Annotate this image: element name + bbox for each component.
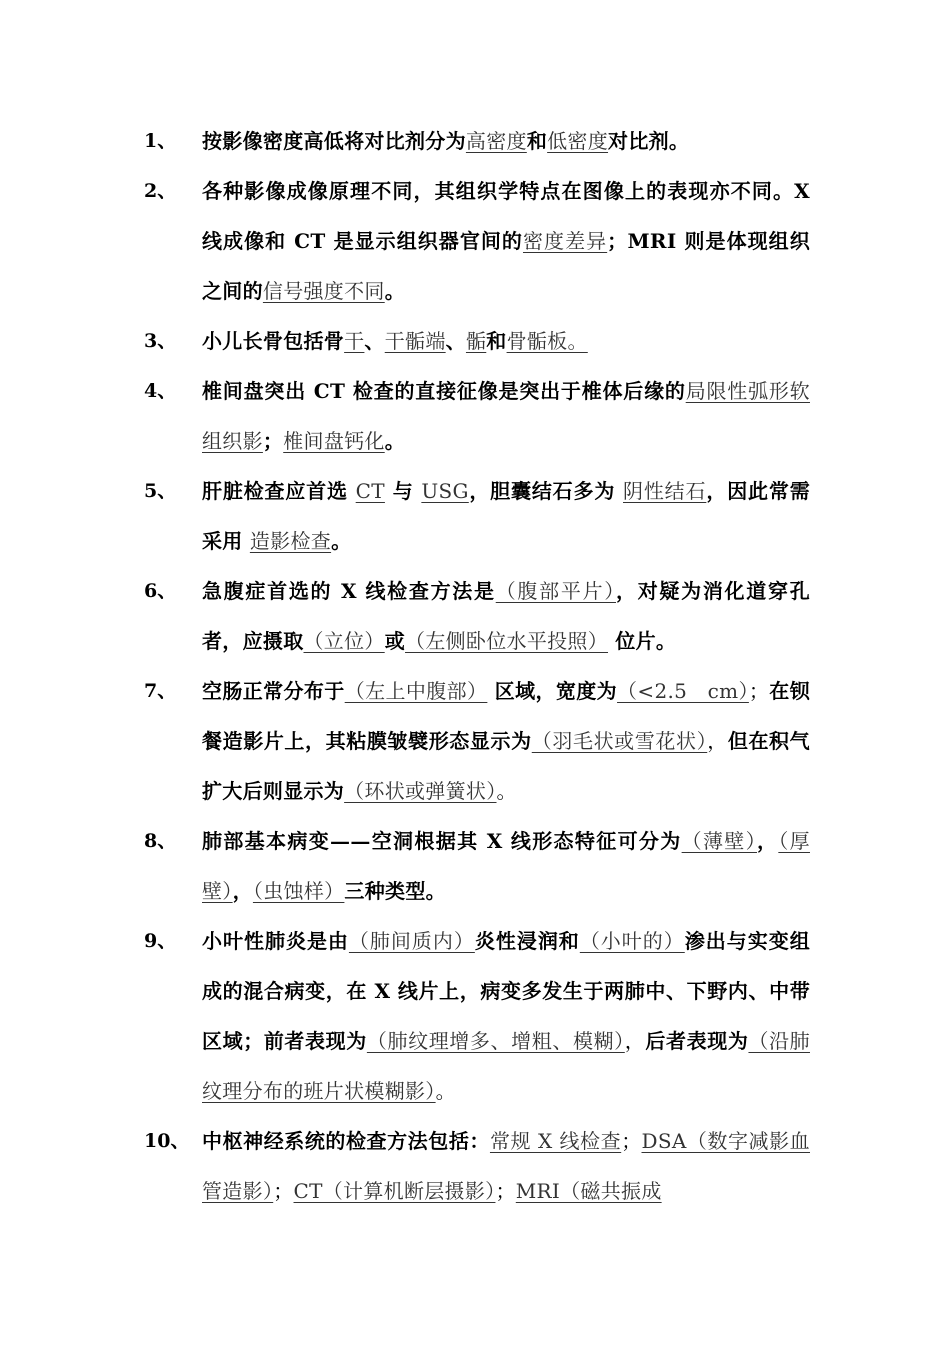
question-segment: 。: [384, 429, 406, 453]
answer-blank: （肺间质内）: [348, 929, 475, 953]
question-segment: 与: [384, 479, 422, 503]
question-text: [202, 666, 810, 816]
question-segment: ，因此常需采用: [202, 479, 811, 553]
answer-blank: 椎间盘钙化: [283, 429, 385, 453]
question-text: [202, 816, 810, 916]
answer-blank: （腹部平片）: [495, 579, 616, 603]
question-number: 9、: [144, 930, 177, 952]
question-segment: ，: [232, 879, 253, 903]
question-segment: 。: [435, 1079, 456, 1103]
question-item: [0, 816, 952, 916]
question-text: [202, 1116, 810, 1216]
answer-blank: 阴性结石: [623, 479, 707, 503]
question-segment: 空肠正常分布于: [202, 679, 345, 703]
question-item: [0, 366, 952, 466]
question-segment: ；: [495, 1179, 516, 1203]
question-segment: ；MRI 则是体现组织之间的: [202, 229, 811, 303]
question-text: [202, 916, 810, 1116]
question-number: 4、: [144, 380, 177, 402]
question-item: [0, 566, 952, 666]
question-segment: 各种影像成像原理不同，其组织学特点在图像上的表现亦不同。X 线成像和 CT 是显示组织器官间的: [202, 179, 810, 253]
answer-blank: USG: [421, 479, 469, 503]
question-number: 7、: [144, 680, 177, 702]
question-segment: 位片。: [608, 629, 677, 653]
answer-blank: 高密度: [465, 129, 527, 153]
question-number: 5、: [144, 480, 177, 502]
question-segment: 肝脏检查应首选: [202, 479, 356, 503]
question-segment: 急腹症首选的 X 线检查方法是: [202, 579, 496, 603]
answer-blank: （小叶的）: [579, 929, 685, 953]
question-item: [0, 166, 952, 316]
question-segment: 对比剂。: [608, 129, 690, 153]
question-number: 6、: [144, 580, 177, 602]
question-segment: 或: [384, 629, 406, 653]
answer-blank: （环状或弹簧状）: [344, 779, 497, 803]
question-segment: 、: [364, 329, 385, 353]
question-number: 8、: [144, 830, 177, 852]
question-segment: 。: [384, 279, 406, 303]
answer-blank: 局限性弧形软组织影: [202, 379, 810, 453]
question-number: 10、: [144, 1130, 190, 1152]
question-item: [0, 316, 952, 366]
question-segment: ，: [624, 1029, 646, 1053]
question-segment: 小儿长骨包括骨: [202, 329, 345, 353]
question-segment: ，: [707, 729, 728, 753]
question-segment: ，胆囊结石多为: [468, 479, 623, 503]
answer-blank: （羽毛状或雪花状）: [531, 729, 708, 753]
question-segment: 中枢神经系统的检查方法包括：: [202, 1129, 490, 1153]
answer-blank: 骺: [465, 329, 487, 353]
question-segment: 渗出与实变组成的混合病变，在 X 线片上，病变多发生于两肺中、下野内、中带区域；前者表现为: [202, 929, 811, 1053]
question-item: [0, 916, 952, 1116]
question-segment: 。: [496, 779, 517, 803]
answer-blank: MRI（磁共振成: [515, 1179, 662, 1203]
question-segment: 炎性浸润和: [474, 929, 580, 953]
question-text: [202, 166, 810, 316]
answer-blank: 干骺端: [384, 329, 446, 353]
question-text: [202, 366, 810, 466]
answer-blank: CT（计算机断层摄影）: [293, 1179, 496, 1203]
question-text: [202, 566, 810, 666]
question-segment: 、: [445, 329, 466, 353]
answer-blank: （肺纹理增多、增粗、模糊）: [366, 1029, 625, 1053]
question-segment: 。: [331, 529, 352, 553]
question-segment: 在钡餐造影片上，其粘膜皱襞形态显示为: [202, 679, 810, 753]
question-segment: 椎间盘突出 CT 检查的直接征像是突出于椎体后缘的: [202, 379, 686, 403]
question-segment: ，: [756, 829, 779, 853]
question-segment: 肺部基本病变——空洞根据其 X 线形态特征可分为: [202, 829, 682, 853]
answer-blank: （<2.5 cm）: [617, 679, 749, 703]
answer-blank: （左侧卧位水平投照）: [405, 629, 609, 653]
answer-blank: 低密度: [547, 129, 609, 153]
question-segment: 三种类型。: [344, 879, 446, 903]
question-segment: ，对疑为消化道穿孔者，应摄取: [202, 579, 810, 653]
question-segment: 但在积气扩大后则显示为: [202, 729, 810, 803]
question-item: [0, 116, 952, 166]
question-segment: 后者表现为: [645, 1029, 749, 1053]
question-segment: 小叶性肺炎是由: [202, 929, 349, 953]
answer-blank: 造影检查: [249, 529, 332, 553]
answer-blank: （薄壁）: [681, 829, 757, 853]
question-segment: 按影像密度高低将对比剂分为: [202, 129, 466, 153]
answer-blank: （厚壁）: [202, 829, 810, 903]
answer-blank: 骨骺板。: [506, 329, 588, 353]
question-item: [0, 666, 952, 816]
answer-blank: DSA（数字减影血管造影）: [202, 1129, 810, 1203]
question-segment: ；: [748, 679, 770, 703]
question-segment: 和: [486, 329, 507, 353]
question-text: [202, 116, 810, 166]
question-segment: 和: [526, 129, 548, 153]
question-segment: 区域，宽度为: [487, 679, 618, 703]
answer-blank: （沿肺纹理分布的班片状模糊影）: [202, 1029, 810, 1103]
question-number: 2、: [144, 180, 177, 202]
question-item: [0, 1116, 952, 1216]
question-number: 1、: [144, 130, 177, 152]
question-list: [0, 116, 952, 1216]
answer-blank: （立位）: [303, 629, 385, 653]
question-segment: ；: [262, 429, 284, 453]
question-text: [202, 316, 810, 366]
question-item: [0, 466, 952, 566]
answer-blank: 常规 X 线检查: [489, 1129, 622, 1153]
question-number: 3、: [144, 330, 177, 352]
answer-blank: 干: [344, 329, 365, 353]
answer-blank: （左上中腹部）: [344, 679, 488, 703]
answer-blank: CT: [355, 479, 385, 503]
answer-blank: （虫蚀样）: [252, 879, 345, 903]
question-segment: ；: [621, 1129, 642, 1153]
question-text: [202, 466, 810, 566]
answer-blank: 信号强度不同: [262, 279, 385, 303]
answer-blank: 密度差异: [522, 229, 608, 253]
question-segment: ；: [273, 1179, 294, 1203]
